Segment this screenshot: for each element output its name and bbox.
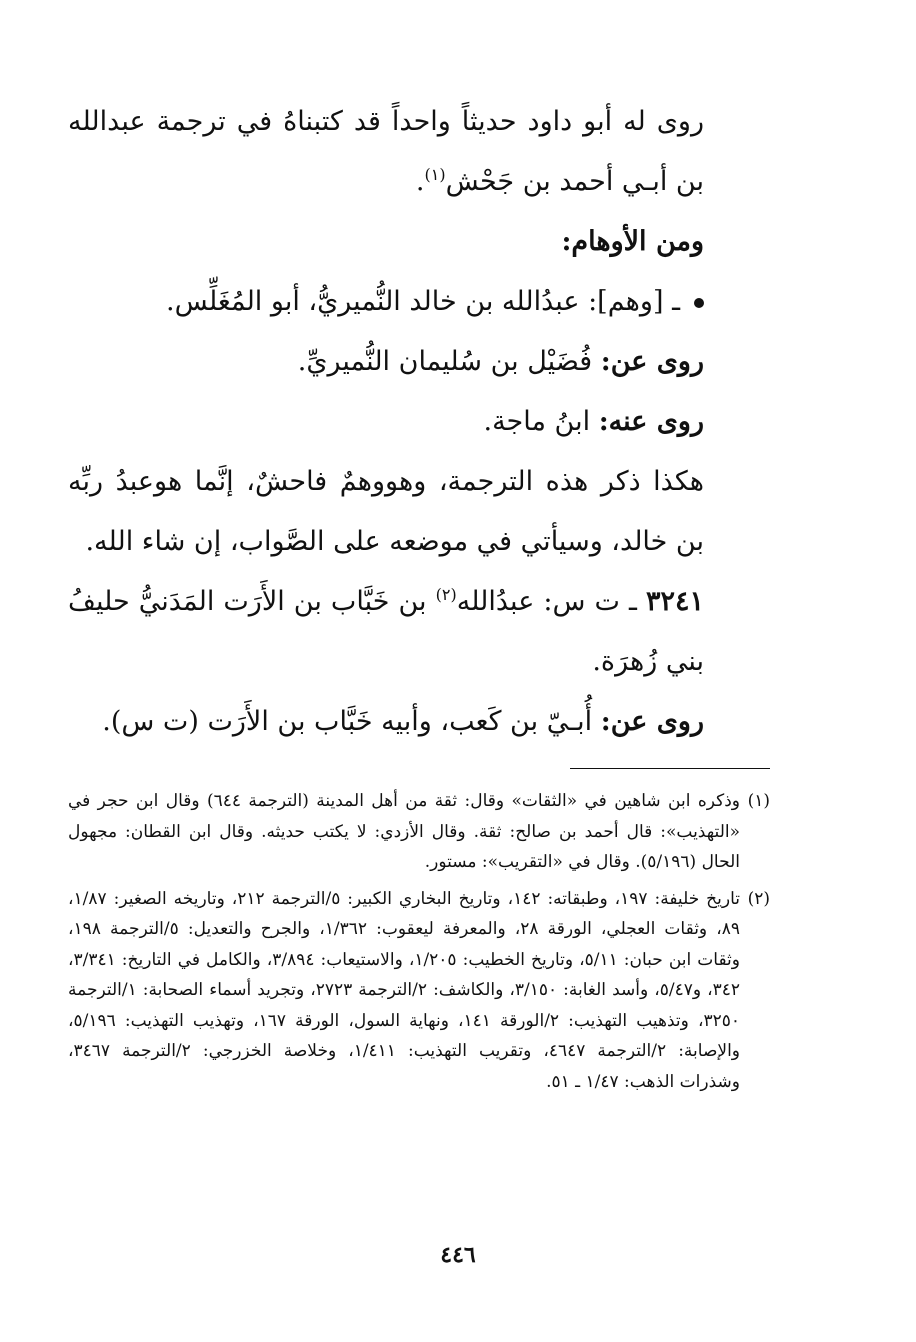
entry-sigla: ـ ت س: bbox=[543, 586, 637, 617]
rawa-anhu-text: ابنُ ماجة. bbox=[483, 406, 591, 437]
rawa-anhu-label: روى عنه: bbox=[598, 406, 704, 437]
entry-wahm-rawa-anhu bbox=[68, 392, 756, 452]
paragraph-text: روى له أبو داود حديثاً واحداً قد كتبناهُ في ترجمة عبدالله بن أبـي أحمد بن جَحْش bbox=[68, 106, 704, 197]
paragraph-abu-dawud bbox=[68, 92, 756, 212]
bullet-icon bbox=[694, 298, 704, 308]
rawa-an-label: روى عن: bbox=[600, 706, 704, 737]
page-number: ٤٤٦ bbox=[440, 1242, 476, 1268]
paragraph-correction: هكذا ذكر هذه الترجمة، وهووهمٌ فاحشٌ، إنَّما هوعبدُ ربِّه بن خالد، وسيأتي في موضعه على الصَّواب، إن شاء الله. bbox=[68, 466, 704, 557]
entry-3241 bbox=[68, 572, 756, 692]
rawa-an-text: أُبـيّ بن كَعب، وأبيه خَبَّاب بن الأَرَت (ت س). bbox=[102, 706, 593, 737]
footnote-ref-1[interactable]: (١) bbox=[424, 165, 446, 184]
footnote-number: (١) bbox=[747, 791, 770, 811]
footnotes bbox=[68, 786, 770, 1097]
footnote-text: وذكره ابن شاهين في «الثقات» وقال: ثقة من أهل المدينة (الترجمة ٦٤٤) وقال ابن حجر في «التهذيب»: قال أحمد بن صالح: ثقة. وقال الأزدي: لا يكتب حديثه. وقال ابن القطان: مجهول الحال (٥/١٩٦). وقال في «التقريب»: مستور. bbox=[68, 791, 740, 872]
entry-name: عبدُالله bbox=[456, 586, 535, 617]
footnote-ref-2[interactable]: (٢) bbox=[435, 585, 457, 604]
rawa-an-label: روى عن: bbox=[600, 346, 704, 377]
awham-heading: ومن الأوهام: bbox=[561, 226, 704, 257]
main-text bbox=[68, 92, 756, 752]
footnote-number: (٢) bbox=[747, 888, 770, 909]
entry-wahm-text: ـ [وهم]: عبدُالله بن خالد النُّميريُّ، أبو المُغَلِّس. bbox=[165, 286, 680, 317]
footnote-2 bbox=[68, 884, 770, 1098]
entry-number: ٣٢٤١ bbox=[645, 586, 704, 617]
entry-wahm bbox=[68, 272, 756, 332]
entry-wahm-rawa-an bbox=[68, 332, 756, 392]
footnote-1 bbox=[68, 786, 770, 878]
rawa-an-text: فُضَيْل بن سُليمان النُّميريِّ. bbox=[297, 346, 593, 377]
entry-text: بن خَبَّاب بن الأَرَت المَدَنيُّ حليفُ بني زُهرَة. bbox=[68, 586, 704, 677]
footnote-text: تاريخ خليفة: ١٩٧، وطبقاته: ١٤٢، وتاريخ البخاري الكبير: ٥/الترجمة ٢١٢، وتاريخه الصغير: ١/٨٧، ٨٩، وثقات العجلي، الورقة ٢٨، والمعرفة ليعقوب: ١/٣٦٢، والجرح والتعديل: ٥/الترجمة ١٩٨، وثقات ابن حبان: ٥/١١، وتاريخ الخطيب: ١/٢٠٥، والاستيعاب: ٣/٨٩٤، والكامل في التاريخ: ٣/٣٤١، ٣٤٢، و٥/٤٧، وأسد الغابة: ٣/١٥٠، والكاشف: ٢/الترجمة ٢٧٢٣، وتجريد أسماء الصحابة: ١/الترجمة ٣٢٥٠، وتذهيب التهذيب: ٢/الورقة ١٤١، ونهاية السول، الورقة ١٦٧، وتهذيب التهذيب: ٥/١٩٦، والإصابة: ٢/الترجمة ٤٦٤٧، وتقريب التهذيب: ١/٤١١، وخلاصة الخزرجي: ٢/الترجمة ٣٤٦٧، وشذرات الذهب: ١/٤٧ ـ ٥١. bbox=[68, 888, 741, 1092]
paragraph-end: . bbox=[415, 166, 425, 197]
entry-3241-rawa-an bbox=[68, 692, 756, 752]
footnote-divider bbox=[570, 768, 770, 769]
